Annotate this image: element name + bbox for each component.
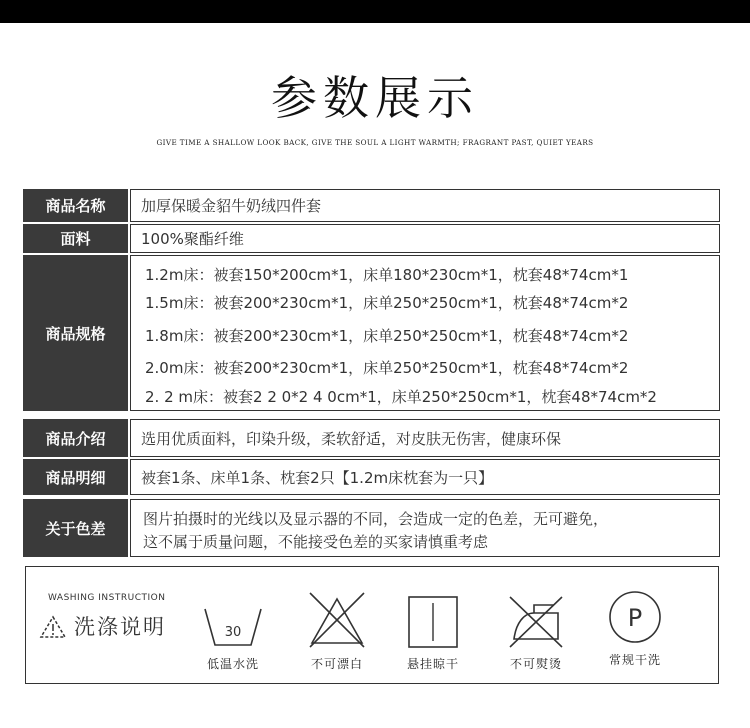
washing-instruction-panel [25, 566, 719, 684]
spec-label-intro: 商品介绍 [23, 419, 128, 457]
size-line: 2. 2 m床：被套2 2 0*2 4 0cm*1，床单250*250cm*1，枕套48*74cm*2 [145, 388, 657, 406]
dry-clean-letter: P [627, 604, 643, 632]
wash-temperature: 30 [224, 625, 242, 640]
spec-value-fabric: 100%聚酯纤维 [130, 224, 720, 253]
spec-value-intro: 选用优质面料，印染升级，柔软舒适，对皮肤无伤害，健康环保 [130, 419, 720, 457]
spec-value-size [130, 255, 720, 411]
size-line: 1.2m床：被套150*200cm*1，床单180*230cm*1，枕套48*74cm*1 [145, 266, 629, 284]
washing-label-cn: 洗涤说明 [74, 615, 166, 639]
color-line: 这不属于质量问题，不能接受色差的买家请慎重考虑 [143, 533, 489, 551]
size-line: 1.8m床：被套200*230cm*1，床单250*250cm*1，枕套48*74cm*2 [145, 327, 629, 345]
care-label-wash: 低温水洗 [206, 657, 259, 671]
spec-row-intro [23, 419, 720, 457]
spec-row-color [23, 499, 720, 557]
care-item-dry [398, 595, 468, 672]
top-bar [0, 0, 750, 23]
page-title: 参数展示 [271, 71, 479, 125]
spec-row-name [23, 189, 720, 222]
no-bleach-icon [306, 589, 368, 649]
care-item-wash [198, 603, 268, 672]
spec-row-detail [23, 459, 720, 495]
care-item-dryclean [598, 589, 672, 668]
care-item-iron [499, 593, 573, 672]
page-subtitle: GIVE TIME A SHALLOW LOOK BACK, GIVE THE SOUL A LIGHT WARMTH; FRAGRANT PAST, QUIET YEARS [156, 138, 594, 147]
spec-value-name: 加厚保暖金貂牛奶绒四件套 [130, 189, 720, 222]
size-line: 1.5m床：被套200*230cm*1，床单250*250cm*1，枕套48*74cm*2 [145, 294, 629, 312]
spec-label-detail: 商品明细 [23, 459, 128, 495]
wash-tub-30-icon [201, 603, 265, 649]
spec-label-fabric: 面料 [23, 224, 128, 253]
spec-label-color: 关于色差 [23, 499, 128, 557]
spec-label-size: 商品规格 [23, 255, 128, 411]
size-line: 2.0m床：被套200*230cm*1，床单250*250cm*1，枕套48*74cm*2 [145, 359, 629, 377]
hang-dry-icon [407, 595, 459, 649]
care-label-iron: 不可熨烫 [509, 657, 562, 671]
spec-value-color [130, 499, 720, 557]
dry-clean-p-icon [607, 589, 663, 645]
spec-value-detail: 被套1条、床单1条、枕套2只【1.2m床枕套为一只】 [130, 459, 720, 495]
no-iron-icon [504, 593, 568, 649]
color-line: 图片拍摄时的光线以及显示器的不同，会造成一定的色差，无可避免， [143, 510, 609, 528]
care-label-dryclean: 常规干洗 [608, 653, 661, 667]
washing-label-en: WASHING INSTRUCTION [48, 593, 166, 603]
care-label-bleach: 不可漂白 [310, 657, 363, 671]
spec-row-fabric [23, 224, 720, 253]
warning-triangle-icon [39, 615, 67, 639]
spec-label-name: 商品名称 [23, 189, 128, 222]
care-label-dry: 悬挂晾干 [406, 657, 459, 671]
care-item-bleach [302, 589, 372, 672]
spec-row-size [23, 255, 720, 411]
